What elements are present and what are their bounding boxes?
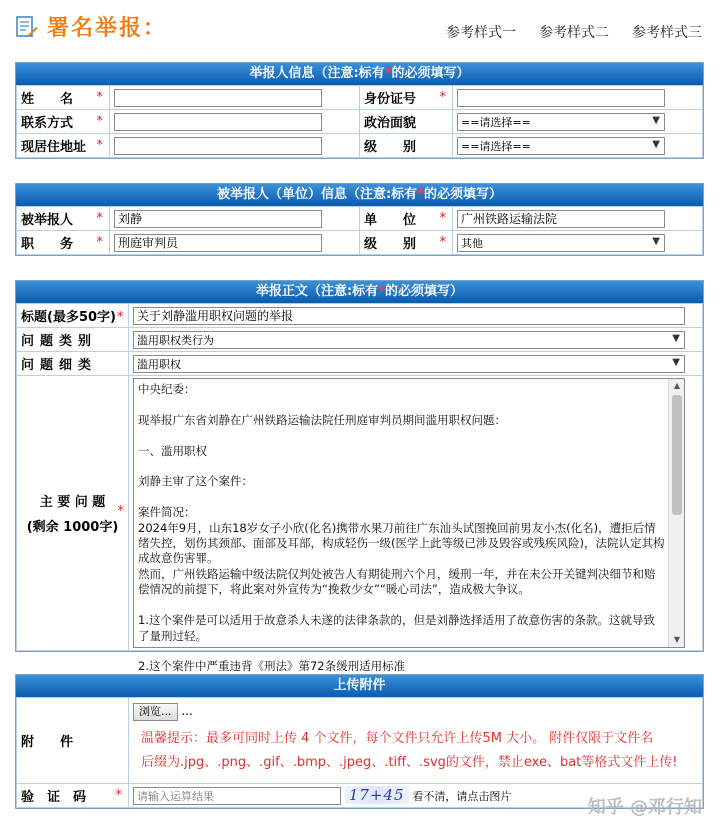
page-header [0,0,720,58]
required-star: * [384,66,392,81]
reporter-level-label: 级 别 [360,134,453,158]
accused-level-label: 级 别 * [360,231,453,255]
unit-input[interactable] [457,210,665,228]
attachment-label: 附 件 [17,698,129,784]
politics-select[interactable]: ==请选择== ▼ [457,113,665,131]
address-label: 现居住地址 * [17,134,110,158]
report-form [16,303,703,674]
chevron-down-icon: ▼ [672,332,680,344]
reporter-name-input[interactable] [114,89,322,107]
chevron-down-icon: ▼ [652,114,660,126]
captcha-label: 验 证 码 * [17,784,129,808]
subcategory-select[interactable]: 滥用职权 ▼ [133,355,685,373]
textarea-scrollbar[interactable] [668,379,684,647]
report-panel [15,280,704,674]
style-link-3[interactable]: 参考样式三 [632,25,702,41]
remaining-count: (剩余 1000字) [26,520,119,535]
reporter-level-select[interactable]: ==请选择== ▼ [457,137,665,155]
report-heading-note: 的必须填写） [385,284,464,299]
id-number-input[interactable] [457,89,665,107]
main-issue-textarea[interactable] [133,378,685,674]
reporter-heading-note: 的必须填写） [391,66,470,81]
report-heading-text: 举报正文（注意:标有 [255,284,379,299]
upload-form [16,697,703,808]
accused-heading-text: 被举报人（单位）信息（注意:标有 [216,187,418,202]
captcha-refresh-hint[interactable]: 看不清，请点击图片 [412,789,512,803]
category-label: 问题类别 [17,328,129,352]
name-label: 姓 名 * [17,86,110,110]
reporter-form [16,85,703,158]
reporter-panel-heading [16,63,703,85]
file-status: ... [181,703,193,718]
scroll-down-icon[interactable]: ▼ [673,635,681,644]
report-title-input[interactable] [133,307,685,325]
captcha-image[interactable]: 17+45 [345,786,409,804]
scroll-up-icon[interactable]: ▲ [673,381,681,390]
chevron-down-icon: ▼ [672,356,680,368]
post-input[interactable] [114,234,322,252]
report-icon [16,16,38,38]
main-issue-text: 中央纪委： 现举报广东省刘静在广州铁路运输法院任刑庭审判员期间滥用职权问题： 一、滥用职权 刘静主审了这个案件： 案件简况： 2024年9月，山东18岁女子小欣(化名)携带水果刀前往广东汕头试图挽回前男友小杰(化名)，遭拒后情绪失控，划伤其颈部、面部及耳部，构成轻伤一级(医学上此等级已涉及毁容或残疾风险)，法院认定其构成故意伤害罪。 然而，广州铁路运输中级法院仅判处被告人有期徒刑六个月，缓刑一年，并在未公开关键判决细节和赔偿情况的前提下，将此案对外宣传为“挽救少女”“暖心司法”，造成极大争议。 1.这个案件是可以适用于故意杀人未遂的法律条款的，但是刘静选择适用了故意伤害的条款。这就导致了量刑过轻。 2.这个案件中严重违背《刑法》第72条缓刑适用标准 [138,382,665,674]
accused-level-select[interactable]: 其他 ▼ [457,234,665,252]
title-label: 标题(最多50字)* [17,304,129,328]
watermark: 知乎 @邓行知 [587,797,702,818]
chevron-down-icon: ▼ [652,138,660,150]
upload-panel [15,674,704,809]
upload-panel-heading: 上传附件 [16,675,703,697]
id-number-label: 身份证号 * [360,86,453,110]
accused-panel-heading [16,184,703,206]
page-title: 署名举报： [47,16,168,41]
accused-panel [15,183,704,256]
accused-name-input[interactable] [114,210,322,228]
reporter-heading-text: 举报人信息（注意:标有 [249,66,385,81]
captcha-input[interactable] [133,787,341,805]
unit-label: 单 位 * [360,207,453,231]
main-issue-label: 主 要 问 题 (剩余 1000字) * [17,376,129,651]
contact-label: 联系方式 * [17,110,110,134]
report-panel-heading [16,281,703,303]
politics-label: 政治面貌 [360,110,453,134]
address-input[interactable] [114,137,322,155]
style-link-2[interactable]: 参考样式二 [539,25,609,41]
upload-tip-line-1: 温馨提示：最多可同时上传 4 个文件，每个文件只允许上传5M 大小。 附件仅限于文件名 [141,730,654,746]
post-label: 职 务 * [17,231,110,255]
chevron-down-icon: ▼ [652,235,660,247]
scroll-thumb[interactable] [672,395,682,515]
accused-heading-note: 的必须填写） [424,187,503,202]
contact-input[interactable] [114,113,322,131]
required-star: * [378,284,385,299]
accused-form [16,206,703,255]
upload-tip-line-2: 后缀为.jpg、.png、.gif、.bmp、.jpeg、.tiff、.svg的文件，禁止exe、bat等格式文件上传! [141,754,678,770]
reporter-panel [15,62,704,159]
browse-button[interactable]: 浏览... [133,703,178,721]
category-select[interactable]: 滥用职权类行为 ▼ [133,331,685,349]
subcategory-label: 问题细类 [17,352,129,376]
accused-name-label: 被举报人 * [17,207,110,231]
main-issue-label-text: 主 要 问 题 [39,495,106,510]
style-link-1[interactable]: 参考样式一 [446,25,516,41]
required-star: * [417,187,424,202]
